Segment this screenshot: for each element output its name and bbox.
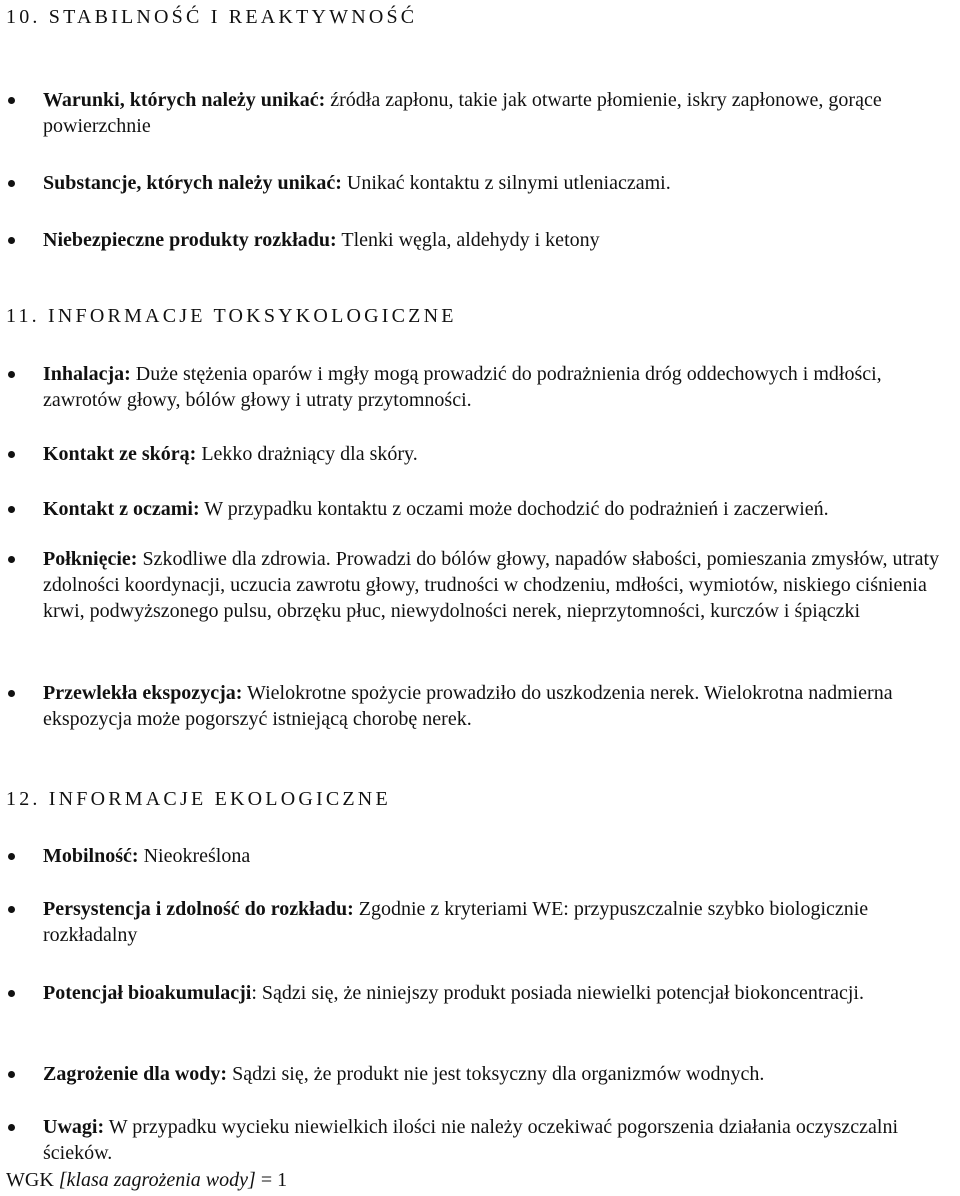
item-text: Zgodnie z kryteriami WE: przypuszczalnie szybko biologicznie rozkładalny: [43, 898, 869, 946]
list-item: [43, 1114, 948, 1166]
bullet-dot: [8, 506, 15, 513]
list-item: [43, 361, 948, 413]
wgk-line: [6, 1167, 287, 1193]
item-text: : Sądzi się, że niniejszy produkt posiada niewielki potencjał biokoncentracji.: [251, 982, 864, 1004]
item-text: Unikać kontaktu z silnymi utleniaczami.: [341, 172, 671, 194]
bullet-dot: [8, 853, 15, 860]
item-label: Uwagi:: [43, 1116, 105, 1138]
bullet-dot: [8, 237, 15, 244]
bullet-dot: [8, 906, 15, 913]
section-12-heading: 12. INFORMACJE EKOLOGICZNE: [6, 788, 391, 810]
item-label: Mobilność:: [43, 845, 139, 867]
item-label: Zagrożenie dla wody:: [43, 1063, 228, 1085]
item-label: Kontakt ze skórą:: [43, 443, 197, 465]
section-10-heading: 10. STABILNOŚĆ I REAKTYWNOŚĆ: [6, 6, 418, 28]
list-item: [43, 546, 948, 624]
item-text: Lekko drażniący dla skóry.: [196, 443, 418, 465]
item-text: Szkodliwe dla zdrowia. Prowadzi do bólów głowy, napadów słabości, pomieszania zmysłów, utraty zdolności koordynacji, uczucia zawrotu głowy, trudności w chodzeniu, mdłości, wymiotów, niskiego ciśnienia krwi, podwyższonego pulsu, obrzęku płuc, niewydolności nerek, nieprzytomności, kurczów i śpiączki: [43, 548, 940, 622]
list-item: [43, 170, 948, 196]
wgk-value: = 1: [255, 1169, 288, 1191]
list-item: [43, 896, 948, 948]
wgk-prefix: WGK: [6, 1169, 59, 1191]
item-label: Warunki, których należy unikać:: [43, 89, 326, 111]
item-text: Duże stężenia oparów i mgły mogą prowadzić do podrażnienia dróg oddechowych i mdłości, zawrotów głowy, bólów głowy i utraty przytomności.: [43, 363, 882, 411]
item-text: Sądzi się, że produkt nie jest toksyczny dla organizmów wodnych.: [227, 1063, 765, 1085]
bullet-dot: [8, 1071, 15, 1078]
item-text: Tlenki węgla, aldehydy i ketony: [336, 229, 600, 251]
item-label: Przewlekła ekspozycja:: [43, 682, 243, 704]
bullet-dot: [8, 556, 15, 563]
list-item: [43, 980, 948, 1006]
list-item: [43, 441, 948, 467]
list-item: [43, 1061, 948, 1087]
bullet-dot: [8, 180, 15, 187]
list-item: [43, 496, 948, 522]
bullet-dot: [8, 990, 15, 997]
item-text: W przypadku kontaktu z oczami może dochodzić do podrażnień i zaczerwień.: [199, 498, 829, 520]
wgk-class-label: [klasa zagrożenia wody]: [58, 1169, 256, 1191]
bullet-dot: [8, 371, 15, 378]
item-label: Niebezpieczne produkty rozkładu:: [43, 229, 337, 251]
item-label: Persystencja i zdolność do rozkładu:: [43, 898, 354, 920]
section-11-heading: 11. INFORMACJE TOKSYKOLOGICZNE: [6, 305, 457, 327]
item-label: Kontakt z oczami:: [43, 498, 200, 520]
item-text: Nieokreślona: [138, 845, 251, 867]
bullet-dot: [8, 97, 15, 104]
item-label: Inhalacja:: [43, 363, 131, 385]
list-item: [43, 843, 948, 869]
bullet-dot: [8, 690, 15, 697]
list-item: [43, 87, 948, 139]
item-label: Substancje, których należy unikać:: [43, 172, 342, 194]
item-label: Połknięcie:: [43, 548, 138, 570]
item-text: Wielokrotne spożycie prowadziło do uszkodzenia nerek. Wielokrotna nadmierna ekspozycja może pogorszyć istniejącą chorobę nerek.: [43, 682, 893, 730]
item-text: źródła zapłonu, takie jak otwarte płomienie, iskry zapłonowe, gorące powierzchnie: [43, 89, 882, 137]
bullet-dot: [8, 1124, 15, 1131]
list-item: [43, 680, 948, 732]
list-item: [43, 227, 948, 253]
item-text: W przypadku wycieku niewielkich ilości nie należy oczekiwać pogorszenia działania oczyszczalni ścieków.: [43, 1116, 899, 1164]
item-label: Potencjał bioakumulacji: [43, 982, 252, 1004]
bullet-dot: [8, 451, 15, 458]
